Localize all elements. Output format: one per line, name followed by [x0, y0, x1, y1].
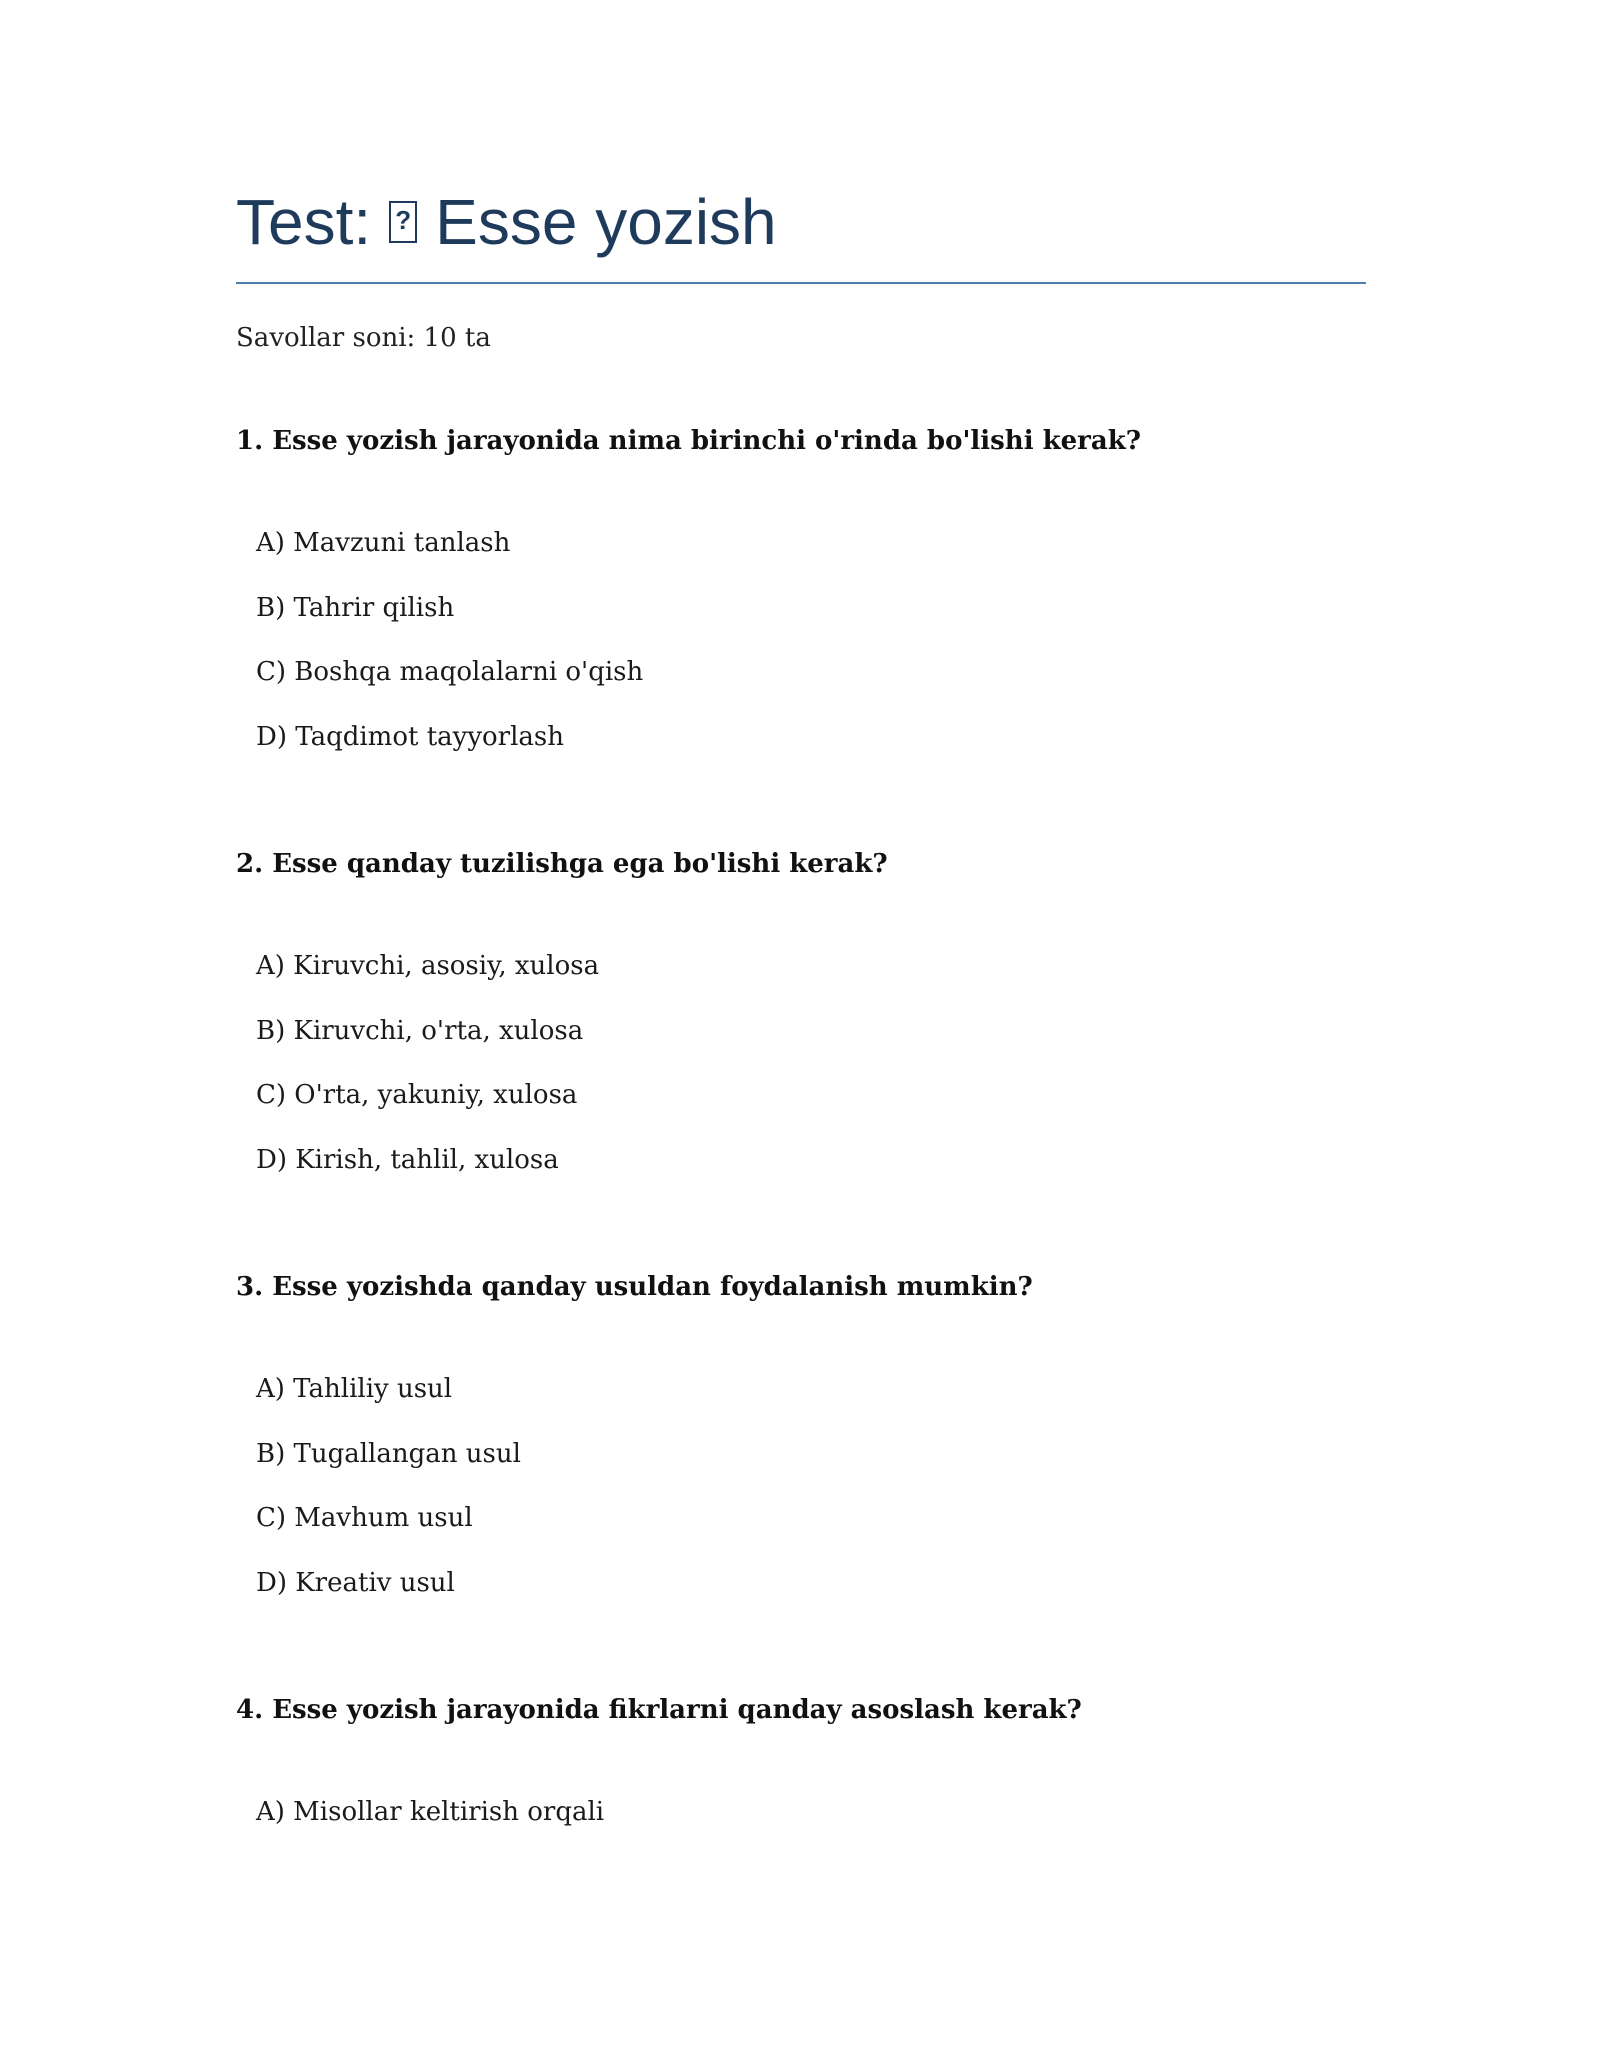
- question-3: [236, 1270, 1366, 1598]
- title-divider: [236, 282, 1366, 284]
- option-c: C) O'rta, yakuniy, xulosa: [256, 1080, 578, 1110]
- option-list: [256, 526, 643, 784]
- question-count: Savollar soni: 10 ta: [236, 323, 491, 353]
- question-text: 1. Esse yozish jarayonida nima birinchi o'rinda bo'lishi kerak?: [236, 426, 1141, 456]
- option-c: C) Mavhum usul: [256, 1503, 473, 1533]
- option-c: C) Boshqa maqolalarni o'qish: [256, 657, 644, 687]
- option-b: B) Tahrir qilish: [256, 592, 455, 623]
- option-b: B) Tugallangan usul: [256, 1438, 521, 1469]
- question-text: 2. Esse qanday tuzilishga ega bo'lishi kerak?: [236, 849, 888, 879]
- option-list: [256, 1372, 521, 1630]
- option-d: D) Taqdimot tayyorlash: [256, 721, 565, 752]
- question-text: 4. Esse yozish jarayonida fikrlarni qanday asoslash kerak?: [236, 1695, 1082, 1725]
- option-a: A) Misollar keltirish orqali: [256, 1797, 605, 1827]
- option-a: A) Tahliliy usul: [256, 1374, 453, 1404]
- option-list: [256, 949, 599, 1207]
- question-2: [236, 847, 1366, 1175]
- title-prefix: Test:: [236, 186, 372, 258]
- missing-glyph-box-icon: [389, 201, 417, 243]
- question-text: 3. Esse yozishda qanday usuldan foydalanish mumkin?: [236, 1272, 1033, 1302]
- question-1: [236, 424, 1366, 752]
- page-title: [236, 186, 777, 258]
- option-d: D) Kirish, tahlil, xulosa: [256, 1144, 559, 1175]
- option-d: D) Kreativ usul: [256, 1567, 455, 1598]
- option-list: [256, 1795, 604, 1860]
- question-4: [236, 1693, 1366, 1827]
- option-a: A) Mavzuni tanlash: [256, 528, 511, 558]
- option-b: B) Kiruvchi, o'rta, xulosa: [256, 1015, 584, 1046]
- title-main: Esse yozish: [435, 186, 777, 258]
- option-a: A) Kiruvchi, asosiy, xulosa: [256, 951, 600, 981]
